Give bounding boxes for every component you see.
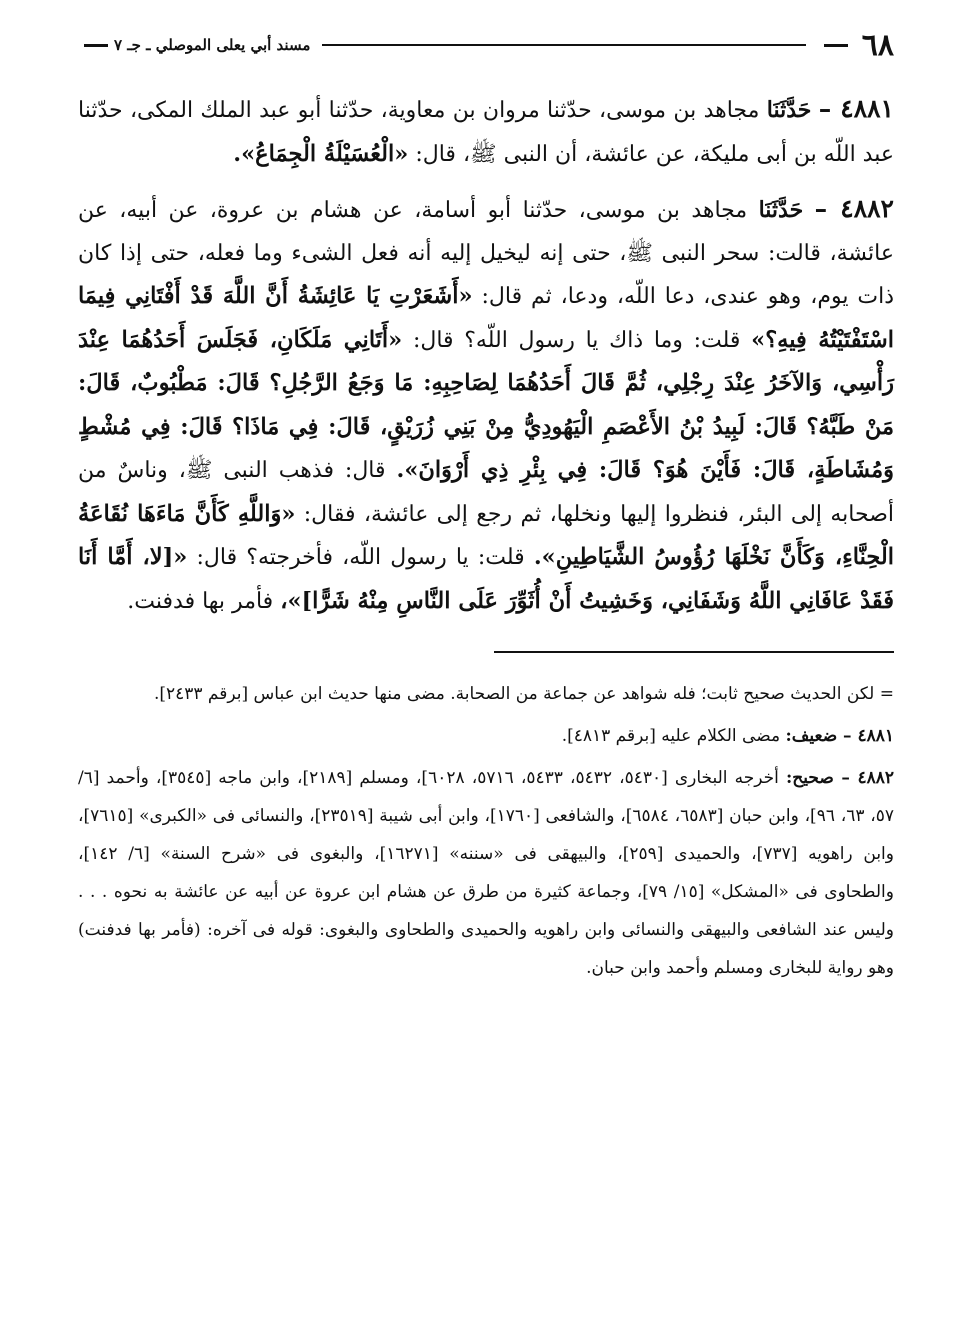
hadith-quote: «الْعُسَيْلَةُ الْجِمَاعُ».	[233, 140, 409, 167]
page-header	[78, 22, 894, 68]
hadith-number: ٤٨٨١ –	[818, 94, 894, 123]
footnote-text: أخرجه البخارى [٥٤٣٠، ٥٤٣٢، ٥٤٣٣، ٥٧١٦، ٦٠٢٨]، ومسلم [٢١٨٩]، وابن ماجه [٣٥٤٥]، وأحمد [٦/ ٥٧، ٦٣، ٩٦]، وابن حبان [٦٥٨٣، ٦٥٨٤]، والشافعى [١٧٦٠]، وابن أبى شيبة [٢٣٥١٩]، والنسائى فى «الكبرى» [٧٦١٥]، وابن راهويه [٧٣٧]، والحميدى [٢٥٩]، والبيهقى فى «سننه» [١٦٢٧١]، والبغوى فى «شرح السنة» [٦/ ١٤٢]، والطحاوى فى «المشكل» [١٥/ ٧٩]، وجماعة كثيرة من طرق عن هشام ابن عروة عن أبيه عن عائشة به نحوه . . . وليس عند الشافعى والبيهقى والنسائى وابن راهويه والحميدى والطحاوى والبغوى: قوله فى آخره: (فأمر بها فدفنت) وهو رواية للبخارى ومسلم وأحمد وابن حبان.	[78, 768, 895, 978]
footnote-separator	[494, 651, 894, 653]
hadith-4882	[78, 188, 894, 623]
header-dash-end	[84, 44, 108, 47]
hadith-quote: «أَتَانِي مَلَكَانِ، فَجَلَسَ أَحَدُهُمَا عِنْدَ رَأْسِي، وَالآخَرُ عِنْدَ رِجْلِي، ثُمَّ قَالَ أَحَدُهُمَا لِصَاحِبِهِ: مَا وَجَعُ الرَّجُلِ؟ قَالَ: مَطْبُوبٌ، قَالَ: مَنْ طَبَّهُ؟ قَالَ: لَبِيدُ بْنُ الأَعْصَمِ الْيَهُودِيُّ مِنْ بَنِي زُرَيْقٍ، قَالَ: فِي مَاذَا؟ قَالَ: فِي مُشْطٍ وَمُشَاطَةٍ، قَالَ: فَأَيْنَ هُوَ؟ قَالَ: فِي بِئْرِ ذِي أَرْوَانَ».	[78, 326, 895, 483]
continuation-mark: =	[879, 684, 894, 704]
hadith-4881	[78, 88, 894, 176]
hadith-text-part: قلت: وما ذاك يا رسول اللّه؟ قال:	[412, 327, 741, 353]
footnote-label: ٤٨٨١ – ضعيف:	[785, 726, 894, 746]
hadith-number: ٤٨٨٢ –	[814, 194, 894, 223]
hadith-text-part: مجاهد بن موسى، حدّثنا أبو أسامة، عن هشام بن عروة، عن أبيه، عن عائشة، قالت: سحر النبى ﷺ، حتى إنه ليخيل إليه أنه فعل الشىء وما فعله، حتى إذا كان ذات يوم، وهو عندى، دعا اللّه، ودعا، ثم قال:	[78, 198, 895, 309]
continuation-text: لكن الحديث صحيح ثابت؛ فله شواهد عن جماعة من الصحابة. مضى منها حديث ابن عباس [برقم ٢٤٣٣].	[153, 684, 875, 704]
footnote-text: مضى الكلام عليه [برقم ٤٨١٣].	[561, 726, 781, 746]
footnote-continuation	[78, 675, 894, 713]
hadith-isnad: مجاهد بن موسى، حدّثنا مروان بن معاوية، حدّثنا أبو عبد الملك المكى، حدّثنا عبد اللّه بن أبى مليكة، عن عائشة، أن النبى ﷺ، قال:	[78, 98, 894, 167]
header-dash	[824, 44, 848, 47]
hadith-quote: «وَاللَّهِ كَأَنَّ مَاءَهَا نُقَاعَةُ الْحِنَّاءِ، وَكَأَنَّ نَخْلَهَا رُؤُوسُ الشَّيَاطِينِ».	[78, 500, 895, 570]
hadith-text-part: فأمر بها فدفنت.	[127, 588, 274, 614]
hadith-quote: «[لا، أَمَّا أَنَا فَقَدْ عَافَانِي اللَّهُ وَشَفَانِي، وَخَشِيتُ أَنْ أُثَوِّرَ عَلَى النَّاسِ مِنْهُ شَرًّا]»،	[78, 544, 894, 614]
hadith-quote: «أَشَعَرْتِ يَا عَائِشَةُ أَنَّ اللَّهَ قَدْ أَفْتَانِي فِيمَا اسْتَفْتَيْتُهُ فِيهِ؟»	[78, 283, 894, 353]
header-rule	[322, 44, 805, 46]
page-number: ٦٨	[861, 27, 894, 63]
book-title: مسند أبي يعلى الموصلي ـ جـ ٧	[114, 36, 311, 54]
footnote-4882	[78, 759, 894, 987]
footnotes	[78, 675, 894, 987]
haddathana-word: حَدَّثَنَا	[766, 97, 812, 123]
hadith-text-part: قلت: يا رسول اللّه، فأخرجته؟ قال:	[196, 545, 525, 570]
hadith-text-part: قال: فذهب النبى ﷺ، وناسٌ من أصحابه إلى البئر، فنظروا إليها ونخلها، ثم رجع إلى عائشة، فقال:	[78, 458, 894, 527]
footnote-4881	[78, 717, 894, 755]
book-page	[78, 22, 894, 991]
haddathana-word: حَدَّثَنَا	[758, 197, 804, 223]
footnote-label: ٤٨٨٢ – صحيح:	[785, 768, 895, 788]
